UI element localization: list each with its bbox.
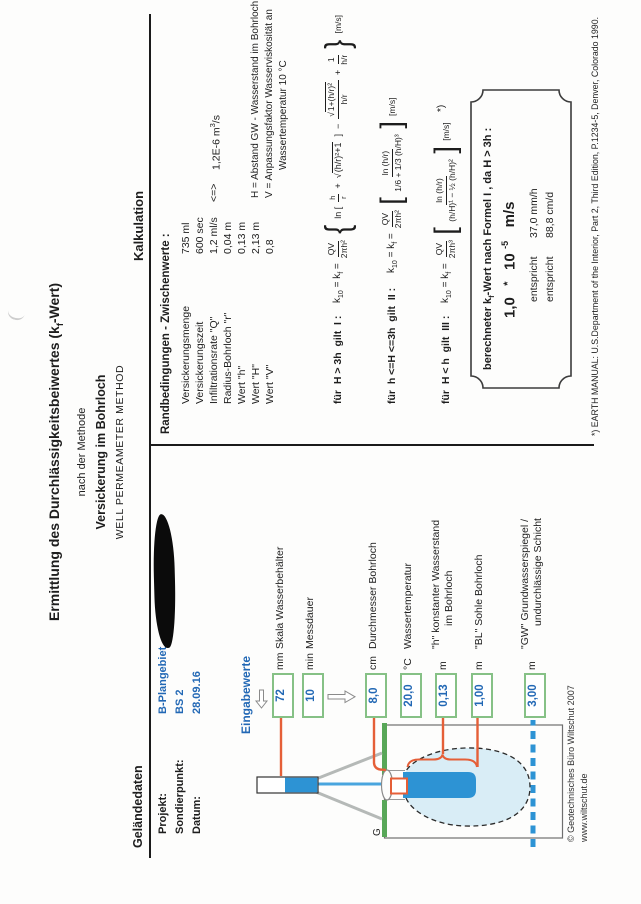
calc-label-wert-v: Wert "V" (264, 364, 276, 404)
ground-label: G (372, 828, 383, 836)
calc-value-wert-v: 0,8 (264, 239, 276, 254)
input-box-skala: 72 (272, 673, 294, 718)
page-title-subscript: f (54, 323, 65, 327)
label-skala-wasserbehaelter: Skala Wasserbehälter (274, 546, 286, 649)
entspricht-label-2: entspricht (544, 256, 556, 302)
value-datum: 28.09.16 (191, 671, 203, 714)
unit-cm: cm (367, 656, 379, 670)
eingabewerte-heading: Eingabewerte (239, 655, 253, 734)
formula1-q-fraction: QV 2πh² (325, 240, 349, 259)
section-header-kalkulation: Kalkulation (131, 190, 146, 262)
method-title: Versickerung im Bohrloch (94, 374, 108, 530)
formula3-bracket-close: ] (429, 146, 462, 154)
calc-value-wert-hh: 2,13 m (250, 221, 262, 254)
formula3-bracket-open: [ (429, 227, 462, 235)
ground-line-right (382, 723, 387, 775)
value-projekt: B-Plangebiet (157, 646, 169, 714)
label-durchmesser-bohrloch: Durchmesser Bohrloch (367, 542, 379, 649)
formula1-ln-close: ] (333, 134, 343, 137)
calc-value-versickerungsmenge: 735 ml (180, 222, 192, 254)
input-box-durchmesser: 8,0 (365, 673, 387, 718)
calc-value-radius: 0,04 m (222, 221, 234, 254)
label-konstanter-wasserstand-line2: im Bohrloch (443, 570, 455, 626)
formula3-unit: [m/s] (441, 122, 451, 141)
formula3-fraction: ln (h/r) (h/H)¹ − ½ (h/H)² (433, 159, 457, 222)
formula2-q-fraction: QV 2πh² (379, 210, 403, 229)
formula1-brace-close: } (319, 39, 357, 49)
si-sup: 3 (208, 123, 217, 128)
borehole-water-column (403, 772, 476, 798)
calc-value-infiltrationsrate: 1,2 ml/s (208, 217, 220, 254)
formula3-k-equation: $k_{10} = k_f$ = (439, 263, 453, 303)
result-times: * (502, 281, 515, 286)
formula1-ln-open: ln [ (333, 206, 343, 219)
calc-label-radius: Radius-Bohrloch "r" (222, 312, 234, 404)
page-title-text-end: -Wert) (46, 282, 62, 324)
header-rule (149, 14, 151, 858)
label-konstanter-wasserstand: "h" konstanter Wasserstand (430, 519, 442, 649)
reservoir-water (285, 778, 317, 793)
unit-m-bl: m (473, 661, 485, 670)
formula1-condition: für H > 3h gilt I : (332, 315, 344, 404)
input-box-sohle-bl: 1,00 (471, 673, 493, 718)
formula-row-2 (370, 98, 414, 404)
result-title: berechneter $k_f$-Wert nach Formel I , da H > 3h : (482, 127, 497, 370)
unit-celsius: °C (402, 658, 414, 670)
formula2-bracket-open: [ (375, 197, 408, 205)
entspricht-label-1: entspricht (528, 256, 540, 302)
input-box-messdauer: 10 (302, 673, 324, 718)
input-box-gw: 3,00 (524, 673, 546, 718)
label-sohle-bohrloch: "BL" Sohle Bohrloch (473, 554, 485, 649)
copyright-line1: © Geotechnisches Büro Wiltschut 2007 (566, 685, 576, 842)
result-base: 10 (501, 253, 519, 270)
calc-value-wert-h: 0,13 m (236, 221, 248, 254)
calc-label-wert-hh: Wert "H" (250, 364, 262, 404)
formula1-hr-fraction: h r (327, 195, 348, 200)
copyright-line2: www.wiltschut.de (579, 773, 589, 842)
formula-row-3 (424, 122, 468, 404)
formula1-last-fraction: 1 h/r (325, 54, 349, 65)
input-box-wassertemperatur: 20,0 (400, 673, 422, 718)
column-divider (151, 444, 594, 446)
formula3-q-fraction: QV 2πh³ (433, 240, 457, 259)
formula3-condition: für H < h gilt III : (440, 315, 452, 404)
method-title-en: WELL PERMEAMETER METHOD (114, 364, 126, 540)
formula1-radical: √(h/r)²+1 (333, 142, 343, 179)
formula1-k-equation: $k_{10} = k_f$ = (331, 263, 345, 303)
note-wert-v-line2: Wassertemperatur 10 °C (278, 60, 289, 170)
unit-m-gw: m (526, 661, 538, 670)
result-value (500, 201, 519, 318)
calc-label-versickerungszeit: Versickerungszeit (194, 321, 206, 404)
unit-min: min (304, 653, 316, 670)
left-arrow-icon (256, 690, 267, 708)
formula1-minus: − (333, 123, 343, 130)
formula1-brace-open: { (319, 224, 357, 234)
equivalence-arrow: <=> (208, 183, 220, 202)
unit-m-h: m (437, 661, 449, 670)
calc-label-infiltrationsrate: Infiltrationsrate "Q" (208, 316, 220, 404)
note-wert-v: V = Anpassungsfaktor Wasserviskosität an (264, 9, 275, 198)
formula1-plus2: + (333, 69, 343, 75)
calc-value-versickerungszeit: 600 sec (194, 217, 206, 254)
tube-outlet-marker (391, 779, 407, 794)
section-header-gelaendedaten: Geländedaten (131, 765, 145, 848)
input-box-wasserstand-h: 0,13 (435, 673, 457, 718)
entspricht-value-1: 37,0 mm/h (528, 188, 540, 238)
calc-label-versickerungsmenge: Versickerungsmenge (180, 305, 192, 404)
entspricht-value-2: 88,8 cm/d (544, 191, 556, 238)
tripod-leg-right (316, 753, 382, 779)
si-value: 1,2E-6 m (210, 127, 223, 170)
formula-row-1 (316, 15, 360, 404)
formula2-bracket-close: ] (375, 121, 408, 129)
label-wassertemperatur: Wassertemperatur (402, 563, 414, 649)
label-grundwasserspiegel-line2: undurchlässige Schicht (532, 518, 544, 626)
formula2-unit: [m/s] (387, 97, 397, 116)
calc-label-wert-h: Wert "h" (236, 365, 248, 404)
unit-mm: mm (274, 652, 286, 670)
formula1-plus: + (333, 183, 343, 189)
result-unit: m/s (501, 201, 519, 228)
label-datum: Datum: (191, 796, 203, 834)
earth-manual-footnote: *) EARTH MANUAL: U.S.Department of the Interior, Part 2, Third Edition, P.1234-5, Denver, Colorado 1990. (590, 16, 600, 436)
page-title-text: Ermittlung des Durchlässigkeitsbeiwertes (k (46, 326, 62, 622)
formula2-condition: für h <=H <=3h gilt II : (386, 287, 398, 404)
formula2-fraction: ln (h/r) 1/6 + 1/3 (h/H)³ (379, 134, 403, 192)
redaction-blob (152, 514, 177, 649)
borehole-diagram (240, 639, 575, 864)
label-grundwasserspiegel: "GW" Grundwasserspiegel / (519, 519, 531, 649)
note-wert-hh: H = Abstand GW - Wasserstand im Bohrloch (250, 0, 261, 198)
label-sondierpunkt: Sondierpunkt: (174, 759, 186, 834)
formula2-k-equation: $k_{10} = k_f$ = (385, 233, 399, 273)
randbedingungen-header: Randbedingungen - Zwischenwerte : (160, 233, 172, 434)
calc-value-infiltrationsrate-si (208, 115, 223, 170)
label-messdauer: Messdauer (304, 597, 316, 649)
si-unit: /s (210, 115, 223, 124)
tripod-leg-left (316, 792, 382, 819)
result-exponent: -5 (500, 240, 510, 249)
result-mantissa: 1,0 (501, 297, 519, 318)
formula1-mid-fraction: √1+(h/r)² h/r (327, 80, 350, 119)
footnote-marker: *) (436, 104, 447, 112)
down-arrow-icon (328, 691, 355, 703)
value-sondierpunkt: BS 2 (174, 689, 186, 714)
scan-artifact-mark (6, 303, 26, 322)
page-title (46, 202, 65, 702)
label-projekt: Projekt: (157, 793, 169, 834)
page-subtitle: nach der Methode (76, 407, 88, 497)
formula1-unit: [m/s] (333, 15, 343, 34)
